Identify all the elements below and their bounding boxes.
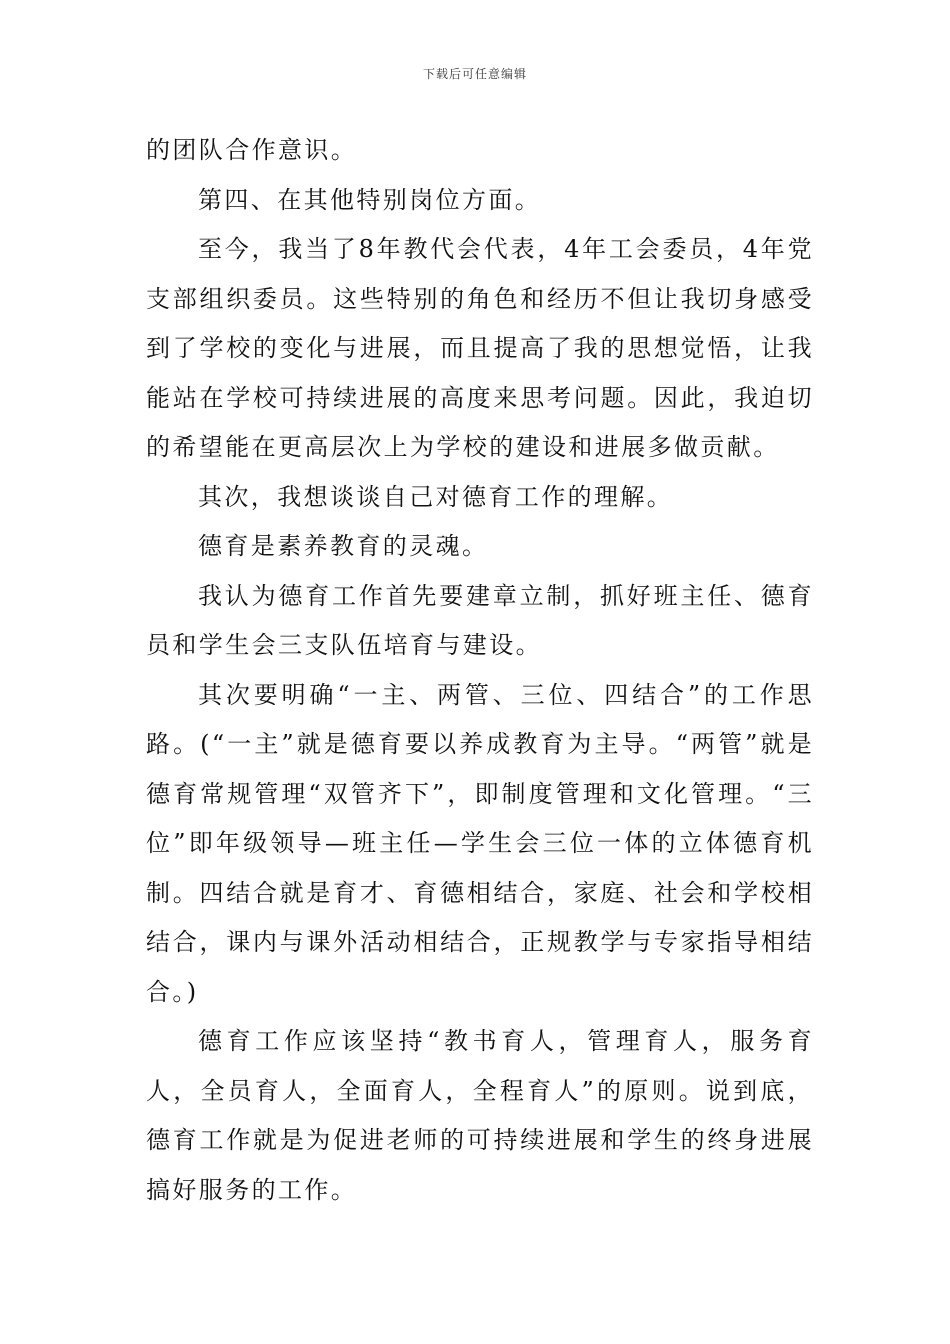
paragraph: 至今，我当了8年教代会代表，4年工会委员，4年党支部组织委员。这些特别的角色和经历不但让我切身感受到了学校的变化与进展，而且提高了我的思想觉悟，让我能站在学校可持续进展的高度来思考问题。因此，我迫切的希望能在更高层次上为学校的建设和进展多做贡献。: [146, 235, 814, 461]
page-header: 下载后可任意编辑: [422, 67, 527, 81]
paragraph: 德育是素养教育的灵魂。: [198, 532, 489, 560]
document-body: [146, 126, 814, 1215]
paragraph: 第四、在其他特别岗位方面。: [198, 185, 542, 214]
paragraph: 的团队合作意识。: [146, 136, 358, 164]
paragraph: 我认为德育工作首先要建章立制，抓好班主任、德育员和学生会三支队伍培育与建设。: [146, 581, 814, 659]
paragraph: 德育工作应该坚持“教书育人，管理育人，服务育人，全员育人，全面育人，全程育人”的原则。说到底，德育工作就是为促进老师的可持续进展和学生的终身进展搞好服务的工作。: [146, 1027, 814, 1204]
paragraph: 其次要明确“一主、两管、三位、四结合”的工作思路。(“一主”就是德育要以养成教育为主导。“两管”就是德育常规管理“双管齐下”，即制度管理和文化管理。“三位”即年级领导—班主任—学生会三位一体的立体德育机制。四结合就是育才、育德相结合，家庭、社会和学校相结合，课内与课外活动相结合，正规教学与专家指导相结合。): [146, 680, 814, 1006]
paragraph: 其次，我想谈谈自己对德育工作的理解。: [198, 482, 674, 511]
